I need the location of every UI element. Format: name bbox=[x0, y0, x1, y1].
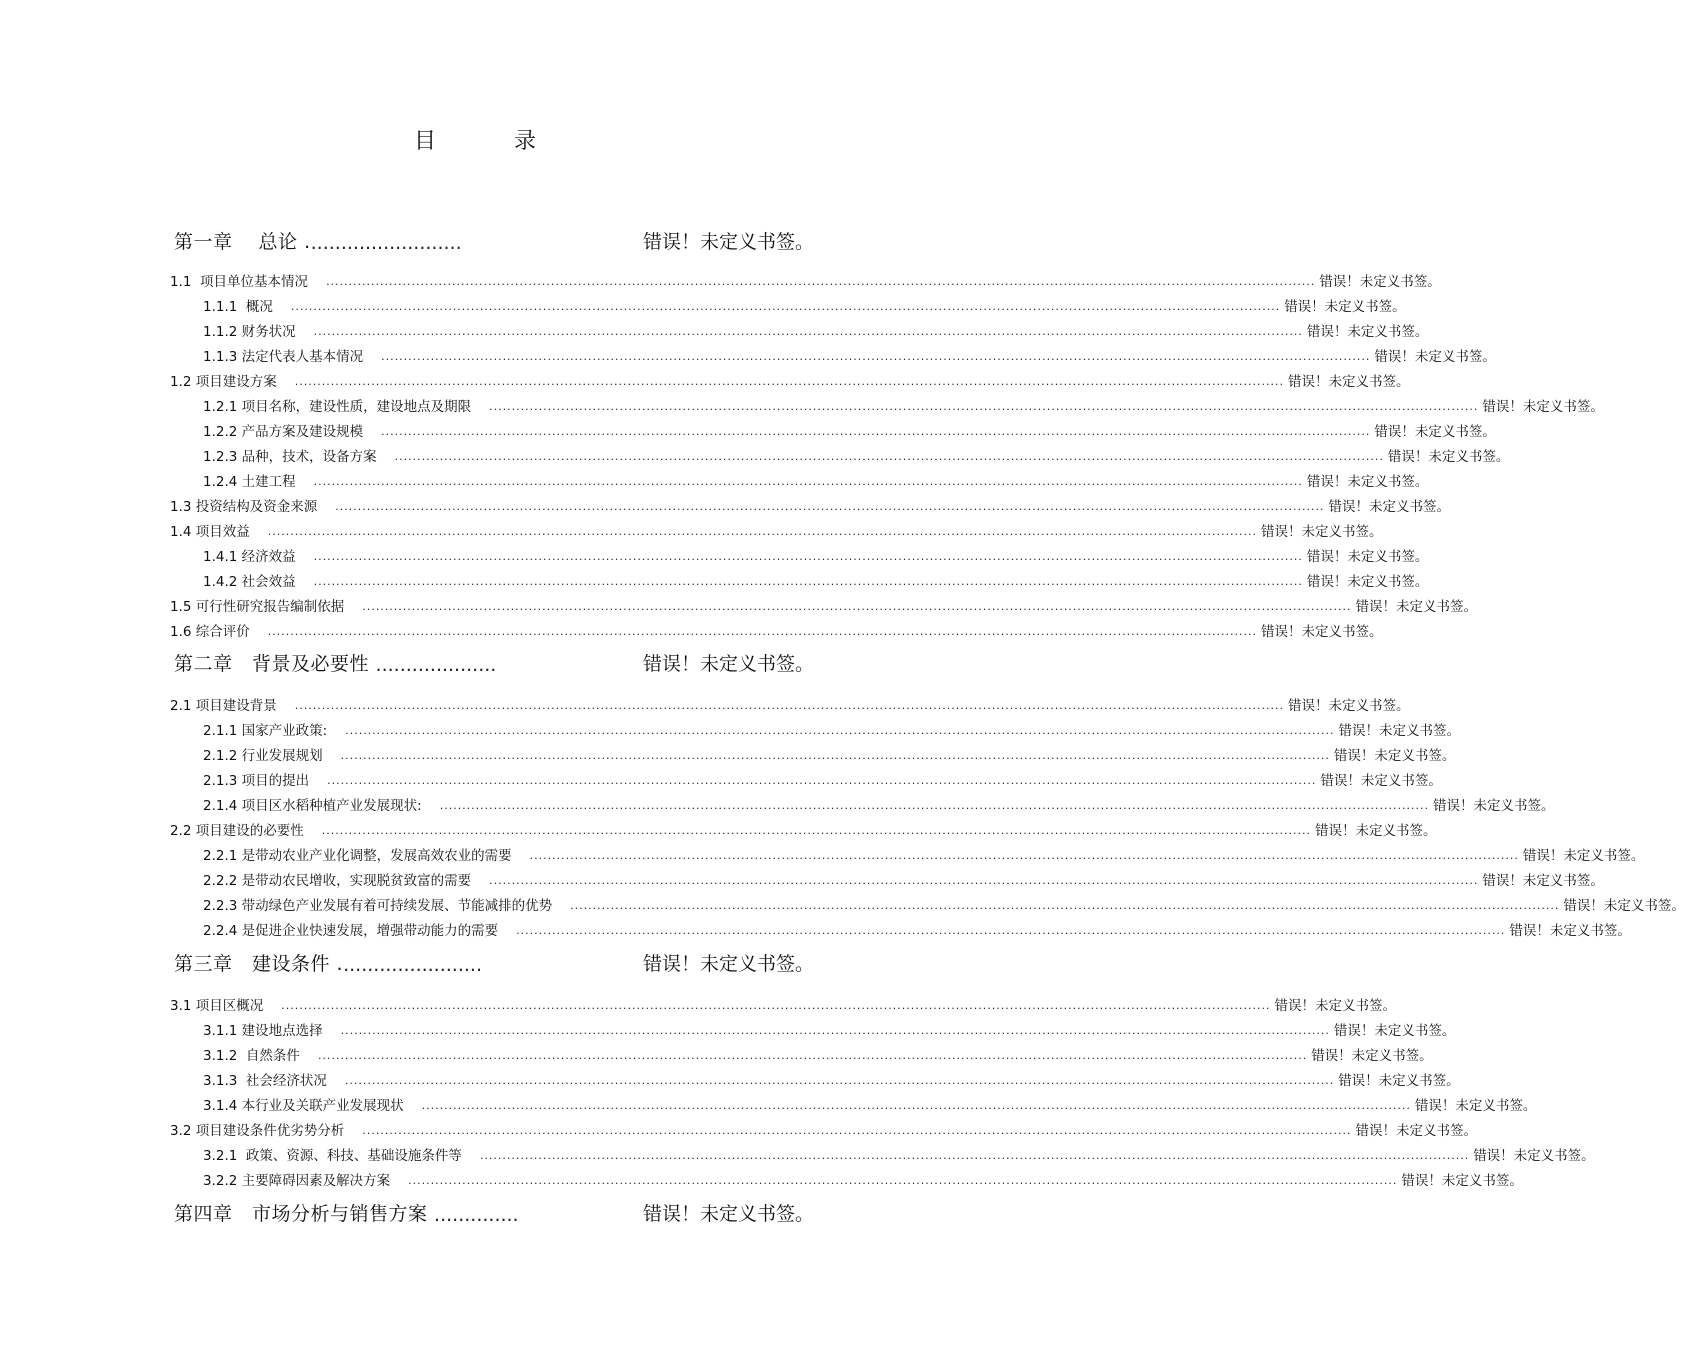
toc-entry-label: 3.2 项目建设条件优劣势分析 bbox=[170, 1123, 345, 1139]
toc-leader-dots: ............................................................................................................................................................................................................................ bbox=[381, 425, 1371, 438]
toc-entry-label: 1.1 项目单位基本情况 bbox=[170, 274, 309, 290]
toc-leader-dots: ............................................................................................................................................................................................................................ bbox=[362, 600, 1352, 613]
toc-page-reference: 错误！未定义书签。 bbox=[1355, 1123, 1478, 1139]
toc-leader-dots: ............................................................................................................................................................................................................................ bbox=[327, 774, 1317, 787]
toc-page-reference: 错误！未定义书签。 bbox=[1482, 399, 1604, 415]
toc-entry-label: 1.2 项目建设方案 bbox=[170, 374, 277, 390]
toc-entry-label: 2.2.4 是促进企业快速发展，增强带动能力的需要 bbox=[203, 923, 499, 939]
toc-entry[interactable] bbox=[203, 844, 1645, 864]
toc-entry-label: 3.2.2 主要障碍因素及解决方案 bbox=[203, 1173, 391, 1189]
toc-leader-dots: ............................................................................................................................................................................................................................ bbox=[267, 625, 1258, 638]
toc-entry[interactable] bbox=[203, 1044, 1433, 1064]
toc-leader-dots: ............................................................................................................................................................................................................................ bbox=[290, 300, 1281, 313]
toc-leader-dots: ............................................................................................................................................................................................................................ bbox=[381, 350, 1371, 363]
toc-leader-dots: .............. bbox=[434, 1204, 519, 1226]
toc-leader-dots: ............................................................................................................................................................................................................................ bbox=[335, 500, 1325, 513]
toc-page-reference: 错误！未定义书签。 bbox=[1473, 1148, 1595, 1164]
toc-page-reference: 错误！未定义书签。 bbox=[1261, 524, 1383, 540]
toc-entry-label: 3.1.4 本行业及关联产业发展现状 bbox=[203, 1098, 404, 1114]
toc-page-reference: 错误！未定义书签。 bbox=[1333, 1023, 1456, 1039]
toc-page-reference: 错误！未定义书签。 bbox=[1288, 698, 1410, 714]
toc-entry[interactable] bbox=[203, 545, 1429, 565]
toc-page-reference: 错误！未定义书签。 bbox=[1315, 823, 1437, 839]
toc-entry-label: 1.4 项目效益 bbox=[170, 524, 250, 540]
toc-page-reference: 错误！未定义书签。 bbox=[1288, 374, 1410, 390]
toc-chapter-entry[interactable] bbox=[174, 650, 814, 676]
toc-entry[interactable] bbox=[203, 320, 1429, 340]
toc-leader-dots: ............................................................................................................................................................................................................................ bbox=[294, 375, 1285, 388]
toc-entry-label: 1.4.1 经济效益 bbox=[203, 549, 296, 565]
toc-entry[interactable] bbox=[203, 769, 1442, 789]
toc-page-reference: 错误！未定义书签。 bbox=[642, 653, 814, 675]
toc-leader-dots: ............................................................................................................................................................................................................................ bbox=[344, 1074, 1335, 1087]
toc-page-reference: 错误！未定义书签。 bbox=[1522, 848, 1645, 864]
toc-entry[interactable] bbox=[203, 894, 1685, 914]
toc-leader-dots: .................... bbox=[375, 654, 497, 676]
toc-page-reference: 错误！未定义书签。 bbox=[642, 953, 814, 975]
toc-leader-dots: ......................... bbox=[310, 232, 462, 254]
toc-entry-label: 1.2.3 品种，技术，设备方案 bbox=[203, 449, 377, 465]
toc-entry[interactable] bbox=[203, 395, 1604, 415]
toc-leader-dots: ............................................................................................................................................................................................................................ bbox=[489, 874, 1479, 887]
toc-leader-dots: ............................................................................................................................................................................................................................ bbox=[326, 275, 1316, 288]
toc-page-reference: 错误！未定义书签。 bbox=[1374, 424, 1496, 440]
toc-chapter-entry[interactable] bbox=[174, 228, 814, 254]
toc-entry[interactable] bbox=[203, 1069, 1460, 1089]
toc-page-reference: 错误！未定义书签。 bbox=[1306, 549, 1429, 565]
toc-page-reference: 错误！未定义书签。 bbox=[1319, 274, 1441, 290]
toc-entry[interactable] bbox=[203, 869, 1604, 889]
toc-page-reference: 错误！未定义书签。 bbox=[1306, 474, 1429, 490]
toc-entry-label: 1.3 投资结构及资金来源 bbox=[170, 499, 318, 515]
toc-entry[interactable] bbox=[203, 470, 1429, 490]
toc-entry[interactable] bbox=[170, 370, 1410, 390]
toc-entry[interactable] bbox=[170, 595, 1478, 615]
toc-entry-label: 1.2.1 项目名称，建设性质，建设地点及期限 bbox=[203, 399, 472, 415]
toc-entry[interactable] bbox=[170, 1119, 1478, 1139]
toc-page-reference: 错误！未定义书签。 bbox=[1274, 998, 1397, 1014]
toc-entry-label: 3.1.1 建设地点选择 bbox=[203, 1023, 323, 1039]
toc-page-reference: 错误！未定义书签。 bbox=[1432, 798, 1555, 814]
toc-entry-label: 2.1.1 国家产业政策: bbox=[203, 723, 328, 739]
toc-page-reference: 错误！未定义书签。 bbox=[1333, 748, 1456, 764]
toc-entry-label: 1.6 综合评价 bbox=[170, 624, 250, 640]
toc-page-reference: 错误！未定义书签。 bbox=[1414, 1098, 1537, 1114]
toc-entry-label: 1.1.3 法定代表人基本情况 bbox=[203, 349, 364, 365]
toc-page-reference: 错误！未定义书签。 bbox=[1563, 898, 1685, 914]
toc-page-reference: 错误！未定义书签。 bbox=[1261, 624, 1383, 640]
toc-entry[interactable] bbox=[170, 819, 1437, 839]
toc-page-reference: 错误！未定义书签。 bbox=[1401, 1173, 1523, 1189]
toc-page-reference: 错误！未定义书签。 bbox=[1306, 574, 1429, 590]
toc-entry[interactable] bbox=[203, 420, 1496, 440]
toc-entry-label: 2.2.3 带动绿色产业发展有着可持续发展、节能减排的优势 bbox=[203, 898, 553, 914]
toc-entry-label: 1.1.2 财务状况 bbox=[203, 324, 296, 340]
toc-page-reference: 错误！未定义书签。 bbox=[1387, 449, 1510, 465]
toc-entry[interactable] bbox=[170, 994, 1397, 1014]
toc-entry-label: 1.5 可行性研究报告编制依据 bbox=[170, 599, 345, 615]
toc-leader-dots: ............................................................................................................................................................................................................................ bbox=[281, 999, 1271, 1012]
toc-entry-label: 3.1.3 社会经济状况 bbox=[203, 1073, 327, 1089]
toc-leader-dots: ............................................................................................................................................................................................................................ bbox=[362, 1124, 1352, 1137]
toc-entry[interactable] bbox=[203, 1019, 1456, 1039]
toc-leader-dots: ............................................................................................................................................................................................................................ bbox=[340, 1024, 1330, 1037]
toc-leader-dots: ............................................................................................................................................................................................................................ bbox=[408, 1174, 1398, 1187]
toc-leader-dots: ............................................................................................................................................................................................................................ bbox=[313, 475, 1303, 488]
toc-entry-label: 第四章 市场分析与销售方案 bbox=[174, 1203, 435, 1225]
toc-leader-dots: ............................................................................................................................................................................................................................ bbox=[340, 749, 1330, 762]
toc-entry-label: 1.4.2 社会效益 bbox=[203, 574, 296, 590]
toc-entry-label: 1.2.4 土建工程 bbox=[203, 474, 296, 490]
toc-entry-label: 3.1 项目区概况 bbox=[170, 998, 264, 1014]
toc-entry[interactable] bbox=[170, 620, 1383, 640]
toc-entry[interactable] bbox=[203, 570, 1429, 590]
toc-leader-dots: ....................... bbox=[343, 954, 483, 976]
toc-leader-dots: ............................................................................................................................................................................................................................ bbox=[313, 575, 1303, 588]
toc-leader-dots: ............................................................................................................................................................................................................................ bbox=[516, 924, 1506, 937]
toc-leader-dots: ............................................................................................................................................................................................................................ bbox=[267, 525, 1258, 538]
toc-title: 目 录 bbox=[413, 129, 564, 154]
toc-leader-dots: ............................................................................................................................................................................................................................ bbox=[394, 450, 1384, 463]
toc-leader-dots: ............................................................................................................................................................................................................................ bbox=[313, 550, 1303, 563]
toc-chapter-entry[interactable] bbox=[174, 950, 814, 976]
toc-chapter-entry[interactable] bbox=[174, 1200, 814, 1226]
toc-entry-label: 2.2 项目建设的必要性 bbox=[170, 823, 304, 839]
toc-entry-label: 2.1 项目建设背景 bbox=[170, 698, 277, 714]
toc-entry[interactable] bbox=[203, 445, 1510, 465]
toc-page-reference: 错误！未定义书签。 bbox=[1338, 1073, 1460, 1089]
toc-leader-dots: ............................................................................................................................................................................................................................ bbox=[570, 899, 1560, 912]
toc-entry[interactable] bbox=[203, 295, 1406, 315]
toc-entry-label: 2.1.3 项目的提出 bbox=[203, 773, 310, 789]
toc-leader-dots: ............................................................................................................................................................................................................................ bbox=[439, 799, 1429, 812]
toc-page-reference: 错误！未定义书签。 bbox=[1509, 923, 1631, 939]
toc-page-reference: 错误！未定义书签。 bbox=[1320, 773, 1442, 789]
toc-leader-dots: ............................................................................................................................................................................................................................ bbox=[421, 1099, 1411, 1112]
toc-page-reference: 错误！未定义书签。 bbox=[642, 231, 814, 253]
toc-entry-label: 1.2.2 产品方案及建设规模 bbox=[203, 424, 364, 440]
toc-leader-dots: ............................................................................................................................................................................................................................ bbox=[294, 699, 1285, 712]
toc-entry-label: 第一章 总论 . bbox=[174, 231, 311, 253]
toc-page-reference: 错误！未定义书签。 bbox=[1328, 499, 1451, 515]
toc-entry[interactable] bbox=[170, 495, 1451, 515]
toc-leader-dots: ............................................................................................................................................................................................................................ bbox=[345, 724, 1335, 737]
toc-page-reference: 错误！未定义书签。 bbox=[1355, 599, 1478, 615]
toc-page-reference: 错误！未定义书签。 bbox=[642, 1203, 814, 1225]
toc-entry-label: 1.1.1 概况 bbox=[203, 299, 273, 315]
toc-entry[interactable] bbox=[203, 1169, 1523, 1189]
toc-entry-label: 2.1.2 行业发展规划 bbox=[203, 748, 323, 764]
toc-entry-label: 第二章 背景及必要性 bbox=[174, 653, 376, 675]
toc-entry[interactable] bbox=[203, 719, 1460, 739]
toc-entry[interactable] bbox=[203, 744, 1456, 764]
toc-leader-dots: ............................................................................................................................................................................................................................ bbox=[317, 1049, 1308, 1062]
toc-page-reference: 错误！未定义书签。 bbox=[1311, 1048, 1433, 1064]
toc-entry-label: 3.2.1 政策、资源、科技、基础设施条件等 bbox=[203, 1148, 462, 1164]
toc-entry[interactable] bbox=[203, 345, 1496, 365]
toc-entry[interactable] bbox=[170, 270, 1441, 290]
toc-page-reference: 错误！未定义书签。 bbox=[1374, 349, 1496, 365]
toc-entry-label: 2.1.4 项目区水稻种植产业发展现状: bbox=[203, 798, 422, 814]
toc-leader-dots: ............................................................................................................................................................................................................................ bbox=[489, 400, 1479, 413]
toc-page-reference: 错误！未定义书签。 bbox=[1284, 299, 1406, 315]
toc-leader-dots: ............................................................................................................................................................................................................................ bbox=[321, 824, 1312, 837]
toc-entry-label: 3.1.2 自然条件 bbox=[203, 1048, 300, 1064]
toc-entry-label: 第三章 建设条件 . bbox=[174, 953, 344, 975]
toc-entry-label: 2.2.2 是带动农民增收，实现脱贫致富的需要 bbox=[203, 873, 472, 889]
toc-page-reference: 错误！未定义书签。 bbox=[1338, 723, 1460, 739]
toc-entry[interactable] bbox=[203, 1094, 1537, 1114]
toc-entry[interactable] bbox=[203, 1144, 1595, 1164]
toc-page-reference: 错误！未定义书签。 bbox=[1482, 873, 1604, 889]
toc-entry[interactable] bbox=[170, 520, 1383, 540]
toc-leader-dots: ............................................................................................................................................................................................................................ bbox=[529, 849, 1519, 862]
toc-page-reference: 错误！未定义书签。 bbox=[1306, 324, 1429, 340]
toc-entry[interactable] bbox=[203, 919, 1631, 939]
toc-entry[interactable] bbox=[170, 694, 1410, 714]
toc-entry[interactable] bbox=[203, 794, 1555, 814]
toc-leader-dots: ............................................................................................................................................................................................................................ bbox=[479, 1149, 1470, 1162]
toc-leader-dots: ............................................................................................................................................................................................................................ bbox=[313, 325, 1303, 338]
toc-entry-label: 2.2.1 是带动农业产业化调整，发展高效农业的需要 bbox=[203, 848, 512, 864]
